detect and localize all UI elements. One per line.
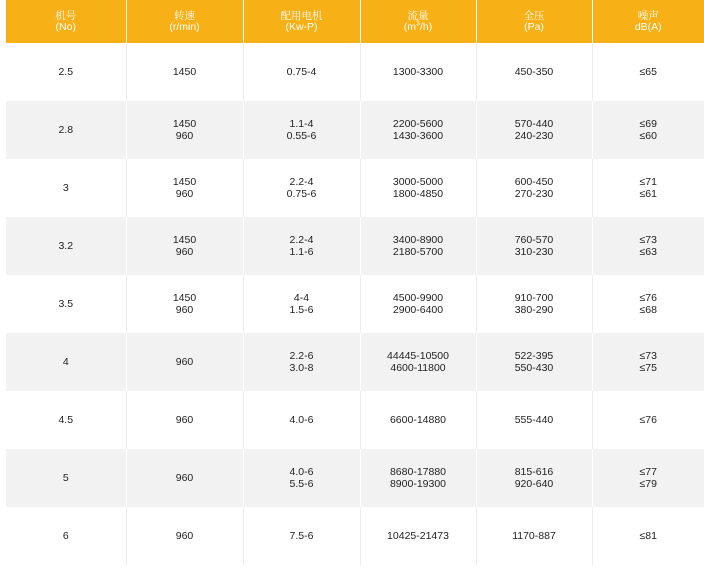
header-label: 全压 <box>523 9 545 22</box>
cell-flow <box>360 217 476 275</box>
cell-value: 960 <box>175 246 194 258</box>
cell-model-no: 4.5 <box>6 391 126 449</box>
cell-flow <box>360 159 476 217</box>
cell-value: 10425-21473 <box>387 530 449 542</box>
cell-value: 380-290 <box>514 304 554 316</box>
cell-speed <box>126 333 243 391</box>
cell-value: 2180-5700 <box>392 246 444 258</box>
cell-value: 4600-11800 <box>390 362 446 374</box>
cell-value: 3.0-8 <box>289 362 314 374</box>
cell-value: 960 <box>175 472 194 484</box>
cell-value: 44445-10500 <box>387 350 449 362</box>
cell-noise <box>592 159 704 217</box>
cell-noise <box>592 275 704 333</box>
cell-pressure <box>476 217 592 275</box>
cell-flow <box>360 391 476 449</box>
header-unit: (Kw-P) <box>285 20 318 33</box>
cell-value: 960 <box>175 130 194 142</box>
cell-model-no: 3 <box>6 159 126 217</box>
table-header <box>6 0 704 43</box>
cell-pressure <box>476 43 592 101</box>
cell-motor <box>243 275 360 333</box>
cell-value: 920-640 <box>514 478 554 490</box>
cell-value: 1.1-6 <box>289 246 314 258</box>
cell-value: ≤81 <box>639 530 657 542</box>
header-noise <box>592 0 704 43</box>
cell-speed <box>126 217 243 275</box>
cell-flow <box>360 43 476 101</box>
cell-noise <box>592 217 704 275</box>
header-label: 配用电机 <box>280 9 323 22</box>
table-row <box>6 275 704 333</box>
cell-motor <box>243 43 360 101</box>
cell-model-no: 2.8 <box>6 101 126 159</box>
header-label: 机号 <box>55 9 77 22</box>
cell-value: 960 <box>175 356 194 368</box>
cell-motor <box>243 333 360 391</box>
cell-speed <box>126 159 243 217</box>
cell-value: 0.55-6 <box>286 130 317 142</box>
cell-value: 1450 <box>172 292 197 304</box>
cell-value: ≤79 <box>639 478 657 490</box>
cell-pressure <box>476 159 592 217</box>
table-row <box>6 101 704 159</box>
cell-value: ≤63 <box>639 246 657 258</box>
cell-value: ≤73 <box>639 350 657 362</box>
cell-value: ≤68 <box>639 304 657 316</box>
cell-value: 1450 <box>172 176 197 188</box>
cell-value: 1450 <box>172 66 197 78</box>
table-row <box>6 159 704 217</box>
table-body <box>6 43 704 565</box>
cell-value: ≤77 <box>639 466 657 478</box>
cell-motor <box>243 391 360 449</box>
cell-value: 960 <box>175 304 194 316</box>
cell-value: ≤71 <box>639 176 657 188</box>
cell-noise <box>592 391 704 449</box>
cell-speed <box>126 275 243 333</box>
header-unit: dB(A) <box>634 20 662 33</box>
header-unit: (No) <box>55 20 76 33</box>
cell-flow <box>360 275 476 333</box>
cell-value: 555-440 <box>514 414 554 426</box>
cell-value: 1170-887 <box>512 530 556 542</box>
cell-value: ≤69 <box>639 118 657 130</box>
cell-value: 2.2-4 <box>289 176 314 188</box>
cell-flow <box>360 507 476 565</box>
header-pressure <box>476 0 592 43</box>
cell-value: ≤73 <box>639 234 657 246</box>
cell-value: 270-230 <box>514 188 554 200</box>
cell-value: 0.75-4 <box>286 66 317 78</box>
header-row <box>6 0 704 43</box>
cell-value: 815-616 <box>514 466 554 478</box>
cell-speed <box>126 101 243 159</box>
header-unit: (Pa) <box>524 20 544 33</box>
cell-value: 570-440 <box>514 118 554 130</box>
cell-speed <box>126 449 243 507</box>
cell-value: 8900-19300 <box>389 478 447 490</box>
cell-model-no: 6 <box>6 507 126 565</box>
cell-noise <box>592 101 704 159</box>
header-unit: (r/min) <box>169 20 200 33</box>
cell-pressure <box>476 449 592 507</box>
cell-noise <box>592 449 704 507</box>
cell-value: 0.75-6 <box>286 188 317 200</box>
cell-model-no: 3.2 <box>6 217 126 275</box>
cell-noise <box>592 507 704 565</box>
cell-value: 5.5-6 <box>289 478 314 490</box>
cell-flow <box>360 449 476 507</box>
cell-pressure <box>476 507 592 565</box>
table-row <box>6 449 704 507</box>
cell-value: 1300-3300 <box>392 66 444 78</box>
cell-value: 2.2-4 <box>289 234 314 246</box>
cell-value: 450-350 <box>514 66 554 78</box>
cell-speed <box>126 507 243 565</box>
cell-value: 522-395 <box>514 350 554 362</box>
cell-speed <box>126 43 243 101</box>
cell-value: ≤61 <box>639 188 657 200</box>
cell-value: ≤76 <box>639 292 657 304</box>
cell-speed <box>126 391 243 449</box>
cell-value: 6600-14880 <box>389 414 447 426</box>
cell-flow <box>360 101 476 159</box>
table-row <box>6 507 704 565</box>
cell-value: 4.0-6 <box>289 414 314 426</box>
cell-value: ≤60 <box>639 130 657 142</box>
cell-value: 4500-9900 <box>392 292 444 304</box>
cell-motor <box>243 449 360 507</box>
cell-value: ≤76 <box>639 414 657 426</box>
cell-model-no: 4 <box>6 333 126 391</box>
cell-value: 4-4 <box>293 292 310 304</box>
cell-value: 310-230 <box>514 246 554 258</box>
cell-value: 8680-17880 <box>389 466 447 478</box>
cell-motor <box>243 507 360 565</box>
header-flow <box>360 0 476 43</box>
table-row <box>6 391 704 449</box>
header-label: 转速 <box>174 9 195 22</box>
cell-value: 1450 <box>172 118 197 130</box>
header-label: 流量 <box>407 9 429 22</box>
cell-pressure <box>476 391 592 449</box>
cell-value: 3000-5000 <box>392 176 444 188</box>
cell-value: 550-430 <box>514 362 554 374</box>
cell-value: 240-230 <box>514 130 554 142</box>
cell-model-no: 3.5 <box>6 275 126 333</box>
cell-value: 4.0-6 <box>289 466 314 478</box>
header-motor <box>243 0 360 43</box>
cell-motor <box>243 217 360 275</box>
cell-value: 910-700 <box>514 292 554 304</box>
header-speed <box>126 0 243 43</box>
cell-flow <box>360 333 476 391</box>
header-label: 噪声 <box>637 9 659 22</box>
cell-motor <box>243 101 360 159</box>
cell-noise <box>592 333 704 391</box>
cell-value: 960 <box>175 414 194 426</box>
cell-value: 1430-3600 <box>392 130 444 142</box>
cell-noise <box>592 43 704 101</box>
table-row <box>6 217 704 275</box>
cell-value: 960 <box>175 530 194 542</box>
cell-pressure <box>476 101 592 159</box>
cell-value: 2900-6400 <box>392 304 444 316</box>
cell-value: 1.1-4 <box>289 118 314 130</box>
cell-value: ≤75 <box>639 362 657 374</box>
cell-value: 7.5-6 <box>289 530 314 542</box>
cell-value: 1450 <box>172 234 197 246</box>
cell-model-no: 2.5 <box>6 43 126 101</box>
cell-value: 960 <box>175 188 194 200</box>
fan-spec-table <box>6 0 704 565</box>
cell-value: 600-450 <box>514 176 554 188</box>
cell-motor <box>243 159 360 217</box>
table-row <box>6 333 704 391</box>
cell-value: 1.5-6 <box>289 304 314 316</box>
cell-value: ≤65 <box>639 66 657 78</box>
cell-pressure <box>476 275 592 333</box>
cell-value: 1800-4850 <box>392 188 444 200</box>
table-row <box>6 43 704 101</box>
cell-model-no: 5 <box>6 449 126 507</box>
cell-value: 2.2-6 <box>289 350 314 362</box>
cell-pressure <box>476 333 592 391</box>
cell-value: 3400-8900 <box>392 234 444 246</box>
cell-value: 760-570 <box>514 234 554 246</box>
header-model-no <box>6 0 126 43</box>
cell-value: 2200-5600 <box>392 118 444 130</box>
header-unit: $(m^3/h)$ <box>403 20 433 33</box>
